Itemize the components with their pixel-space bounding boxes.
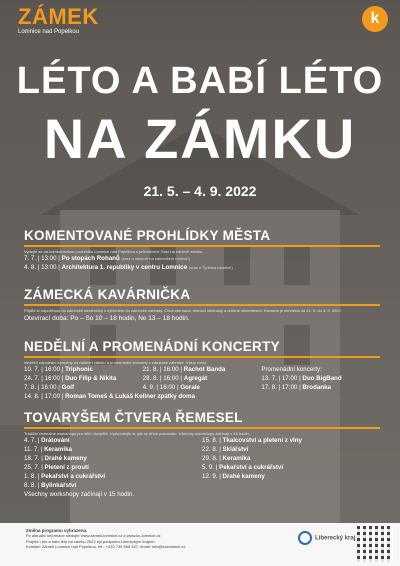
list-item: 4. 9. | 16:00 | Gorale <box>142 384 200 391</box>
section-description: Tradiční řemeslné workshopy pro děti i dospělé. Vyzkoušejte si, jak se dříve pracovalo. Všechny workshopy začínají v 15 hodin. <box>24 431 250 436</box>
footer-websites: Po aktuální informace sledujte www.zamek-lomnice.cz a www.kc-lomnice.cz <box>26 533 161 539</box>
list-item: 10. 7. | 16:00 | Triphonic <box>24 366 93 373</box>
list-item: 22. 8. | Sklářství <box>202 446 249 453</box>
section-divider <box>24 356 380 358</box>
list-item: 1. 8. | Pekařství a cukrářství <box>24 473 106 480</box>
section-divider <box>24 245 380 247</box>
list-item: 24. 7. | 16:00 | Duo Filip & Nikita <box>24 375 117 382</box>
footer-support: Projekt Léto a babí léto na zámku 2022 byl podpořen Libereckým krajem. <box>26 538 156 544</box>
section-title: NEDĚLNÍ A PROMENÁDNÍ KONCERTY <box>24 339 280 354</box>
section-workshops <box>24 410 380 499</box>
list-item: 29. 8. | Keramika <box>202 455 251 462</box>
list-item: 13. 7. | 17:00 | Duo BigBand <box>261 375 342 382</box>
list-item: 15. 8. | Tkalcovství a pletení z vlny <box>202 437 302 444</box>
qr-code-icon[interactable] <box>357 526 393 562</box>
footer-contact: Kontakt: Zámek Lomnice nad Popelkou, tel.: +420 739 568 347, email: info@kclomnice.cz <box>26 543 186 549</box>
list-item: 8. 8. | Bylinkářství <box>24 482 77 489</box>
concert-column-3 <box>261 365 380 392</box>
section-title: TOVARYŠEM ČTVERA ŘEMESEL <box>24 410 243 425</box>
headline-line2: NA ZÁMKU <box>43 107 357 170</box>
list-item: 17. 8. | 17:00 | Brodanka <box>261 384 331 391</box>
column-heading: Promenádní koncerty: <box>261 366 322 373</box>
workshop-column-1 <box>24 436 202 490</box>
section-concerts <box>24 339 380 401</box>
event-dates: 21. 5. – 4. 9. 2022 <box>143 183 257 199</box>
logo-subtitle: Lomnice nad Popelkou <box>18 29 80 35</box>
logo-title: ZÁMEK <box>18 4 99 29</box>
liberecky-kraj-logo: Liberecký kraj <box>298 531 355 545</box>
workshop-footnote: Všechny workshopy začínají v 15 hodin. <box>24 491 135 498</box>
list-item: 25. 7. | Pletení z proutí <box>24 464 89 471</box>
section-guided-tours <box>24 228 380 272</box>
castle-logo[interactable] <box>18 6 99 35</box>
region-logo-icon <box>298 531 312 545</box>
footer-title: Změna programu vyhrazena. <box>26 528 88 533</box>
concert-column-2 <box>143 365 262 392</box>
list-item: 28. 8. | 16:00 | Agregát <box>142 375 208 382</box>
section-divider <box>24 427 380 429</box>
section-title: ZÁMECKÁ KAVÁRNIČKA <box>24 287 191 302</box>
footer <box>0 523 400 566</box>
headline-line1: LÉTO A BABÍ LÉTO <box>16 60 384 102</box>
list-item: 21. 8. | 16:00 | Rachot Banda <box>142 366 226 373</box>
section-description: Vydejte se na komentovanou prohlídku Lomnice nad Popelkou s průvodcem. Sraz na nádvoří zámku. <box>24 249 204 254</box>
list-item: 14. 8. | 17:00 | Roman Tomeš & Lukáš Kellner zpátky doma <box>24 393 195 400</box>
section-description: Nedělní odpolední koncerty na nádvoří zámku a promenádní koncerty v zámecké zahradě. Vstup volný. <box>24 360 208 365</box>
list-item: 7. 8. | 16:00 | Golf <box>24 384 75 391</box>
list-item: 4. 8. | 13:00 | Architektura 1. republiky v centru Lomnice (sraz u Tyršova náměstí) <box>24 264 233 271</box>
workshop-column-2 <box>202 436 380 490</box>
section-description: Přijďte si odpočinout do zámecké kavárničky s výhledem do zámecké zahrady. Čeká vás káva, domácí limonády a drobné občerstvení. Kavárna je otevřena od 21. 5. do 4. 9. 2022. <box>24 308 342 313</box>
list-item: 11. 7. | Keramika <box>24 446 72 453</box>
opening-hours: Otevírací doba: Po – So 10 – 18 hodin, Ne 13 – 18 hodin. <box>24 315 190 322</box>
concert-column-1 <box>24 365 143 392</box>
list-item: 4. 7. | Drátování <box>24 437 70 444</box>
list-item: 12. 9. | Drahé kameny <box>202 473 265 480</box>
section-title: KOMENTOVANÉ PROHLÍDKY MĚSTA <box>24 228 271 243</box>
list-item: 5. 9. | Pekařství a cukrářství <box>202 464 284 471</box>
section-divider <box>24 304 380 306</box>
list-item: 18. 7. | Drahé kameny <box>24 455 87 462</box>
list-item: 7. 7. | 13:00 | Po stopách Rohanů (sraz u nádvoří na zámeckém nádvoří) <box>24 255 190 262</box>
section-cafe <box>24 287 380 322</box>
kc-logo-icon: k <box>362 6 388 32</box>
